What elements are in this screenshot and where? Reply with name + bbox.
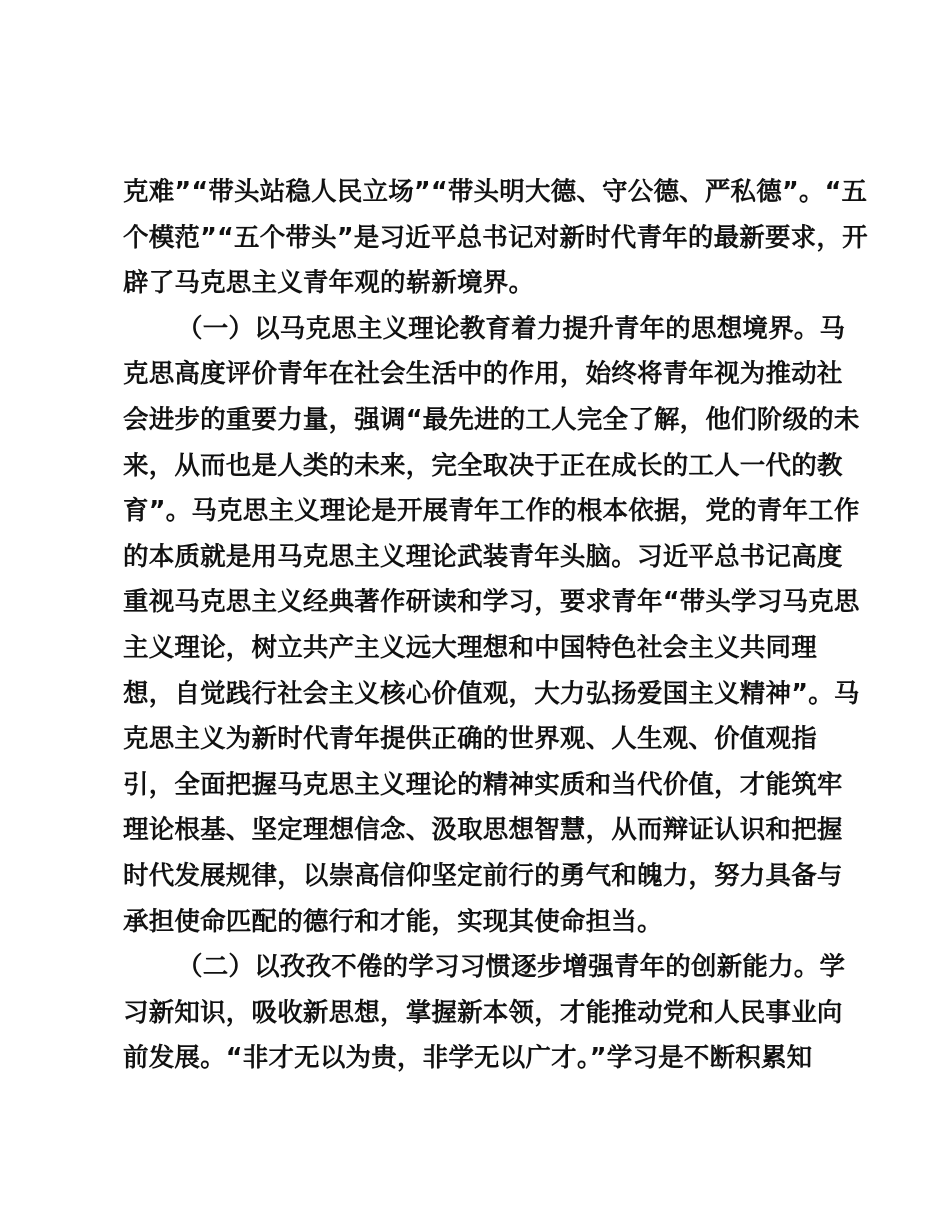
- section-heading-line: （二）以孜孜不倦的学习习惯逐步增强青年的创新能力。学: [177, 952, 846, 983]
- text-line: 重视马克思主义经典著作研读和学习，要求青年“带头学习马克思: [123, 587, 860, 618]
- text-line: 想，自觉践行社会主义核心价值观，大力弘扬爱国主义精神”。马: [123, 678, 860, 709]
- text-line: 克思高度评价青年在社会生活中的作用，始终将青年视为推动社: [123, 359, 843, 390]
- text-line: 克难”“带头站稳人民立场”“带头明大德、守公德、严私德”。“五: [123, 177, 868, 207]
- text-line: 引，全面把握马克思主义理论的精神实质和当代价值，才能筑牢: [123, 769, 843, 800]
- section-heading-line: （一）以马克思主义理论教育着力提升青年的思想境界。马: [177, 313, 846, 344]
- text-line: 主义理论，树立共产主义远大理想和中国特色社会主义共同理: [123, 632, 817, 663]
- text-line: 会进步的重要力量，强调“最先进的工人完全了解，他们阶级的未: [123, 404, 860, 435]
- text-line: 理论根基、坚定理想信念、汲取思想智慧，从而辩证认识和把握: [123, 815, 843, 846]
- text-line: 辟了马克思主义青年观的崭新境界。: [123, 268, 535, 299]
- text-line: 前发展。“非才无以为贵，非学无以广才。”学习是不断积累知: [123, 1043, 813, 1074]
- document-body: [123, 170, 868, 1082]
- text-line: 的本质就是用马克思主义理论武装青年头脑。习近平总书记高度: [123, 541, 843, 572]
- text-line: 克思主义为新时代青年提供正确的世界观、人生观、价值观指: [123, 724, 817, 755]
- text-line: 时代发展规律，以崇高信仰坚定前行的勇气和魄力，努力具备与: [123, 860, 843, 891]
- text-line: 习新知识，吸收新思想，掌握新本领，才能推动党和人民事业向: [123, 997, 843, 1028]
- text-line: 承担使命匹配的德行和才能，实现其使命担当。: [123, 906, 663, 937]
- text-line: 育”。马克思主义理论是开展青年工作的根本依据，党的青年工作: [123, 496, 860, 527]
- text-line: 来，从而也是人类的未来，完全取决于正在成长的工人一代的教: [123, 450, 843, 481]
- text-line: 个模范”“五个带头”是习近平总书记对新时代青年的最新要求，开: [123, 222, 868, 253]
